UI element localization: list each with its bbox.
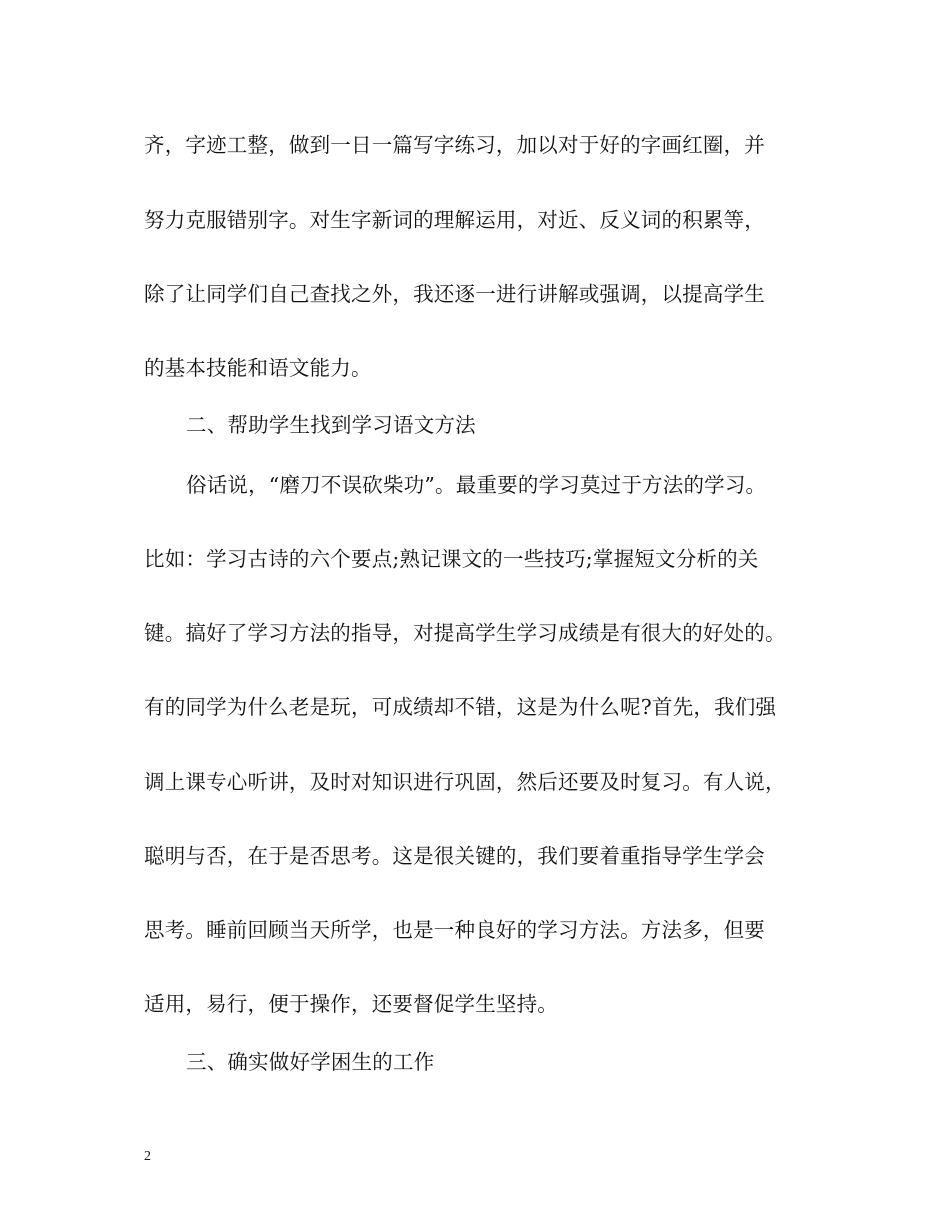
paragraph-line: 的基本技能和语文能力。 — [144, 356, 372, 380]
paragraph-line: 努力克服错别字。对生字新词的理解运用，对近、反义词的积累等， — [144, 208, 765, 232]
section-heading: 二、帮助学生找到学习语文方法 — [186, 413, 476, 437]
section-heading: 三、确实做好学困生的工作 — [186, 1050, 435, 1074]
paragraph-line: 适用，易行，便于操作，还要督促学生坚持。 — [144, 992, 558, 1016]
paragraph-line: 有的同学为什么老是玩，可成绩却不错，这是为什么呢?首先，我们强 — [144, 695, 777, 719]
paragraph-line: 思考。睡前回顾当天所学，也是一种良好的学习方法。方法多，但要 — [144, 918, 765, 942]
paragraph-line: 除了让同学们自己查找之外，我还逐一进行讲解或强调，以提高学生 — [144, 282, 765, 306]
paragraph-line: 齐，字迹工整，做到一日一篇写字练习，加以对于好的字画红圈，并 — [144, 133, 765, 157]
paragraph-line: 比如：学习古诗的六个要点;熟记课文的一些技巧;掌握短文分析的关 — [144, 547, 759, 571]
page-number: 2 — [144, 1149, 151, 1164]
paragraph-line: 俗话说，“磨刀不误砍柴功”。最重要的学习莫过于方法的学习。 — [186, 473, 767, 497]
paragraph-line: 调上课专心听讲，及时对知识进行巩固，然后还要及时复习。有人说， — [144, 770, 786, 794]
paragraph-line: 聪明与否，在于是否思考。这是很关键的，我们要着重指导学生学会 — [144, 844, 765, 868]
paragraph-line: 键。搞好了学习方法的指导，对提高学生学习成绩是有很大的好处的。 — [144, 621, 786, 645]
